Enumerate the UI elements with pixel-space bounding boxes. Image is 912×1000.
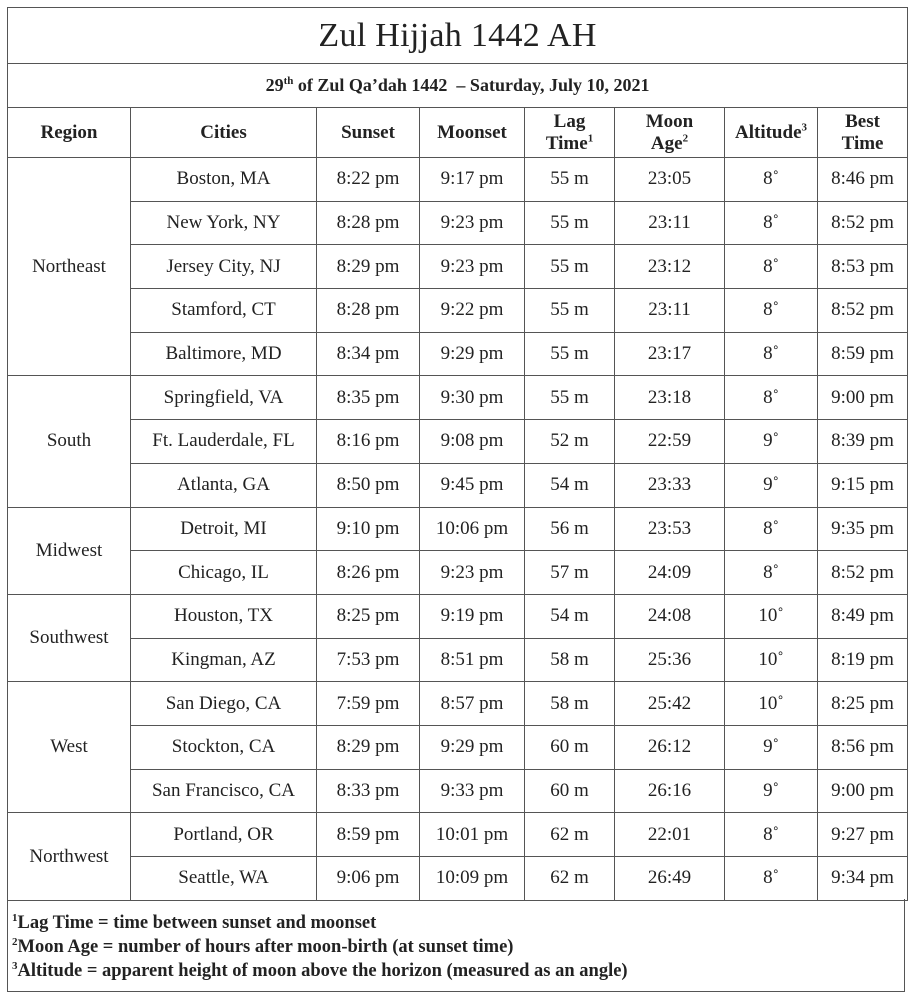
header-age-line1: Moon <box>645 110 694 132</box>
moon-age-cell: 25:36 <box>615 638 725 682</box>
best-time-cell: 8:52 pm <box>818 551 908 595</box>
city-cell: San Francisco, CA <box>131 769 317 813</box>
footnote-mark: 2 <box>12 935 18 948</box>
lag-time-cell: 62 m <box>525 813 615 857</box>
moon-age-cell: 22:59 <box>615 420 725 464</box>
sunset-cell: 8:35 pm <box>317 376 420 420</box>
lag-time-cell: 55 m <box>525 158 615 202</box>
city-cell: Houston, TX <box>131 594 317 638</box>
moonset-cell: 9:29 pm <box>420 725 525 769</box>
moonset-cell: 9:33 pm <box>420 769 525 813</box>
sunset-cell: 9:10 pm <box>317 507 420 551</box>
sunset-cell: 8:34 pm <box>317 332 420 376</box>
table-row <box>8 769 908 813</box>
table-row <box>8 289 908 333</box>
best-time-cell: 8:25 pm <box>818 682 908 726</box>
moon-age-cell: 23:11 <box>615 289 725 333</box>
city-cell: Stamford, CT <box>131 289 317 333</box>
moonset-cell: 9:23 pm <box>420 201 525 245</box>
region-cell: Midwest <box>8 507 131 594</box>
altitude-cell: 10˚ <box>725 682 818 726</box>
altitude-cell: 8˚ <box>725 813 818 857</box>
city-cell: Seattle, WA <box>131 857 317 901</box>
moonset-cell: 10:01 pm <box>420 813 525 857</box>
moon-age-cell: 23:05 <box>615 158 725 202</box>
sunset-cell: 8:22 pm <box>317 158 420 202</box>
header-moonset: Moonset <box>420 108 525 158</box>
subtitle-rest: of Zul Qa’dah 1442 – Saturday, July 10, 2021 <box>293 75 650 95</box>
sunset-cell: 8:28 pm <box>317 201 420 245</box>
city-cell: Jersey City, NJ <box>131 245 317 289</box>
altitude-cell: 8˚ <box>725 245 818 289</box>
moon-age-cell: 25:42 <box>615 682 725 726</box>
altitude-cell: 9˚ <box>725 463 818 507</box>
best-time-cell: 9:00 pm <box>818 769 908 813</box>
lag-time-cell: 58 m <box>525 638 615 682</box>
table-title: Zul Hijjah 1442 AH <box>8 8 908 64</box>
header-best-line1: Best <box>845 110 880 132</box>
footnote-text: Lag Time = time between sunset and moonset <box>17 913 377 933</box>
best-time-cell: 8:56 pm <box>818 725 908 769</box>
lag-time-cell: 52 m <box>525 420 615 464</box>
best-time-cell: 8:46 pm <box>818 158 908 202</box>
moon-age-cell: 26:49 <box>615 857 725 901</box>
moonset-cell: 8:57 pm <box>420 682 525 726</box>
city-cell: Detroit, MI <box>131 507 317 551</box>
city-cell: Chicago, IL <box>131 551 317 595</box>
moonset-cell: 9:17 pm <box>420 158 525 202</box>
footnote-mark: 1 <box>587 132 594 145</box>
table-body <box>8 158 908 901</box>
header-best-line2: Time <box>841 132 884 154</box>
table-row <box>8 813 908 857</box>
table-row <box>8 725 908 769</box>
header-region: Region <box>8 108 131 158</box>
region-cell: West <box>8 682 131 813</box>
table-row <box>8 551 908 595</box>
best-time-cell: 8:53 pm <box>818 245 908 289</box>
sunset-cell: 8:33 pm <box>317 769 420 813</box>
best-time-cell: 8:59 pm <box>818 332 908 376</box>
altitude-cell: 8˚ <box>725 201 818 245</box>
footnote-text: Moon Age = number of hours after moon-birth (at sunset time) <box>17 937 514 957</box>
altitude-cell: 8˚ <box>725 376 818 420</box>
city-cell: San Diego, CA <box>131 682 317 726</box>
best-time-cell: 8:19 pm <box>818 638 908 682</box>
altitude-cell: 9˚ <box>725 769 818 813</box>
table-row <box>8 682 908 726</box>
header-lag-line1: Lag <box>553 110 586 132</box>
title-row <box>8 8 908 64</box>
lag-time-cell: 55 m <box>525 376 615 420</box>
moonset-cell: 9:22 pm <box>420 289 525 333</box>
best-time-cell: 9:35 pm <box>818 507 908 551</box>
moonset-cell: 9:45 pm <box>420 463 525 507</box>
region-cell: Northeast <box>8 158 131 376</box>
moonset-cell: 10:09 pm <box>420 857 525 901</box>
lag-time-cell: 56 m <box>525 507 615 551</box>
lag-time-cell: 60 m <box>525 725 615 769</box>
altitude-cell: 8˚ <box>725 332 818 376</box>
best-time-cell: 9:34 pm <box>818 857 908 901</box>
moonset-table <box>7 7 908 901</box>
sunset-cell: 8:59 pm <box>317 813 420 857</box>
header-lag-time <box>525 108 615 158</box>
best-time-cell: 8:49 pm <box>818 594 908 638</box>
header-moon-age <box>615 108 725 158</box>
lag-time-cell: 54 m <box>525 594 615 638</box>
moon-age-cell: 26:16 <box>615 769 725 813</box>
header-age-line2: Age <box>650 132 683 154</box>
lag-time-cell: 55 m <box>525 245 615 289</box>
best-time-cell: 9:15 pm <box>818 463 908 507</box>
city-cell: Atlanta, GA <box>131 463 317 507</box>
best-time-cell: 8:52 pm <box>818 289 908 333</box>
moonset-cell: 8:51 pm <box>420 638 525 682</box>
footnote-mark: 3 <box>12 959 18 972</box>
moonset-cell: 9:23 pm <box>420 245 525 289</box>
altitude-cell: 10˚ <box>725 638 818 682</box>
city-cell: Baltimore, MD <box>131 332 317 376</box>
moon-age-cell: 23:33 <box>615 463 725 507</box>
altitude-cell: 8˚ <box>725 551 818 595</box>
best-time-cell: 9:27 pm <box>818 813 908 857</box>
table-row <box>8 594 908 638</box>
sunset-cell: 8:28 pm <box>317 289 420 333</box>
header-altitude-label: Altitude <box>735 121 802 143</box>
moon-age-cell: 26:12 <box>615 725 725 769</box>
date-subtitle <box>8 64 908 108</box>
header-best-time <box>818 108 908 158</box>
table-row <box>8 420 908 464</box>
moon-age-cell: 23:53 <box>615 507 725 551</box>
altitude-cell: 9˚ <box>725 420 818 464</box>
altitude-cell: 8˚ <box>725 289 818 333</box>
footnote-2 <box>12 935 904 959</box>
table-row <box>8 332 908 376</box>
best-time-cell: 8:52 pm <box>818 201 908 245</box>
sunset-cell: 7:53 pm <box>317 638 420 682</box>
table-row <box>8 245 908 289</box>
altitude-cell: 8˚ <box>725 158 818 202</box>
altitude-cell: 10˚ <box>725 594 818 638</box>
table-row <box>8 376 908 420</box>
region-cell: Southwest <box>8 594 131 681</box>
lag-time-cell: 62 m <box>525 857 615 901</box>
sunset-cell: 8:26 pm <box>317 551 420 595</box>
city-cell: Stockton, CA <box>131 725 317 769</box>
table-row <box>8 857 908 901</box>
footnote-3 <box>12 959 904 983</box>
moonset-cell: 9:19 pm <box>420 594 525 638</box>
footnotes <box>7 899 905 992</box>
sunset-cell: 8:29 pm <box>317 245 420 289</box>
footnote-mark: 1 <box>12 911 18 924</box>
moon-age-cell: 23:17 <box>615 332 725 376</box>
header-lag-line2: Time <box>545 132 588 154</box>
moonset-cell: 9:08 pm <box>420 420 525 464</box>
table-row <box>8 507 908 551</box>
altitude-cell: 8˚ <box>725 857 818 901</box>
moon-age-cell: 23:12 <box>615 245 725 289</box>
moon-age-cell: 22:01 <box>615 813 725 857</box>
sunset-cell: 8:16 pm <box>317 420 420 464</box>
column-header-row <box>8 108 908 158</box>
region-cell: South <box>8 376 131 507</box>
lag-time-cell: 55 m <box>525 332 615 376</box>
lag-time-cell: 55 m <box>525 289 615 333</box>
lag-time-cell: 58 m <box>525 682 615 726</box>
city-cell: Springfield, VA <box>131 376 317 420</box>
header-cities: Cities <box>131 108 317 158</box>
city-cell: Boston, MA <box>131 158 317 202</box>
sunset-cell: 7:59 pm <box>317 682 420 726</box>
table-row <box>8 158 908 202</box>
moon-age-cell: 24:09 <box>615 551 725 595</box>
lag-time-cell: 60 m <box>525 769 615 813</box>
moon-age-cell: 24:08 <box>615 594 725 638</box>
header-altitude <box>725 108 818 158</box>
lag-time-cell: 55 m <box>525 201 615 245</box>
best-time-cell: 8:39 pm <box>818 420 908 464</box>
lag-time-cell: 54 m <box>525 463 615 507</box>
city-cell: New York, NY <box>131 201 317 245</box>
moonset-cell: 9:23 pm <box>420 551 525 595</box>
subtitle-row <box>8 64 908 108</box>
subtitle-day-suffix: th <box>283 75 294 87</box>
sunset-cell: 8:29 pm <box>317 725 420 769</box>
best-time-cell: 9:00 pm <box>818 376 908 420</box>
moon-age-cell: 23:18 <box>615 376 725 420</box>
moonset-cell: 9:30 pm <box>420 376 525 420</box>
table-row <box>8 463 908 507</box>
table-row <box>8 638 908 682</box>
moonset-cell: 10:06 pm <box>420 507 525 551</box>
altitude-cell: 8˚ <box>725 507 818 551</box>
sunset-cell: 8:50 pm <box>317 463 420 507</box>
header-sunset: Sunset <box>317 108 420 158</box>
region-cell: Northwest <box>8 813 131 900</box>
footnote-text: Altitude = apparent height of moon above the horizon (measured as an angle) <box>17 961 628 981</box>
city-cell: Portland, OR <box>131 813 317 857</box>
altitude-cell: 9˚ <box>725 725 818 769</box>
footnote-mark: 3 <box>801 121 807 134</box>
city-cell: Ft. Lauderdale, FL <box>131 420 317 464</box>
moon-age-cell: 23:11 <box>615 201 725 245</box>
lag-time-cell: 57 m <box>525 551 615 595</box>
sunset-cell: 8:25 pm <box>317 594 420 638</box>
subtitle-day: 29 <box>265 75 284 95</box>
city-cell: Kingman, AZ <box>131 638 317 682</box>
moonset-cell: 9:29 pm <box>420 332 525 376</box>
footnote-mark: 2 <box>682 132 689 145</box>
table-row <box>8 201 908 245</box>
sunset-cell: 9:06 pm <box>317 857 420 901</box>
footnote-1 <box>12 911 904 935</box>
